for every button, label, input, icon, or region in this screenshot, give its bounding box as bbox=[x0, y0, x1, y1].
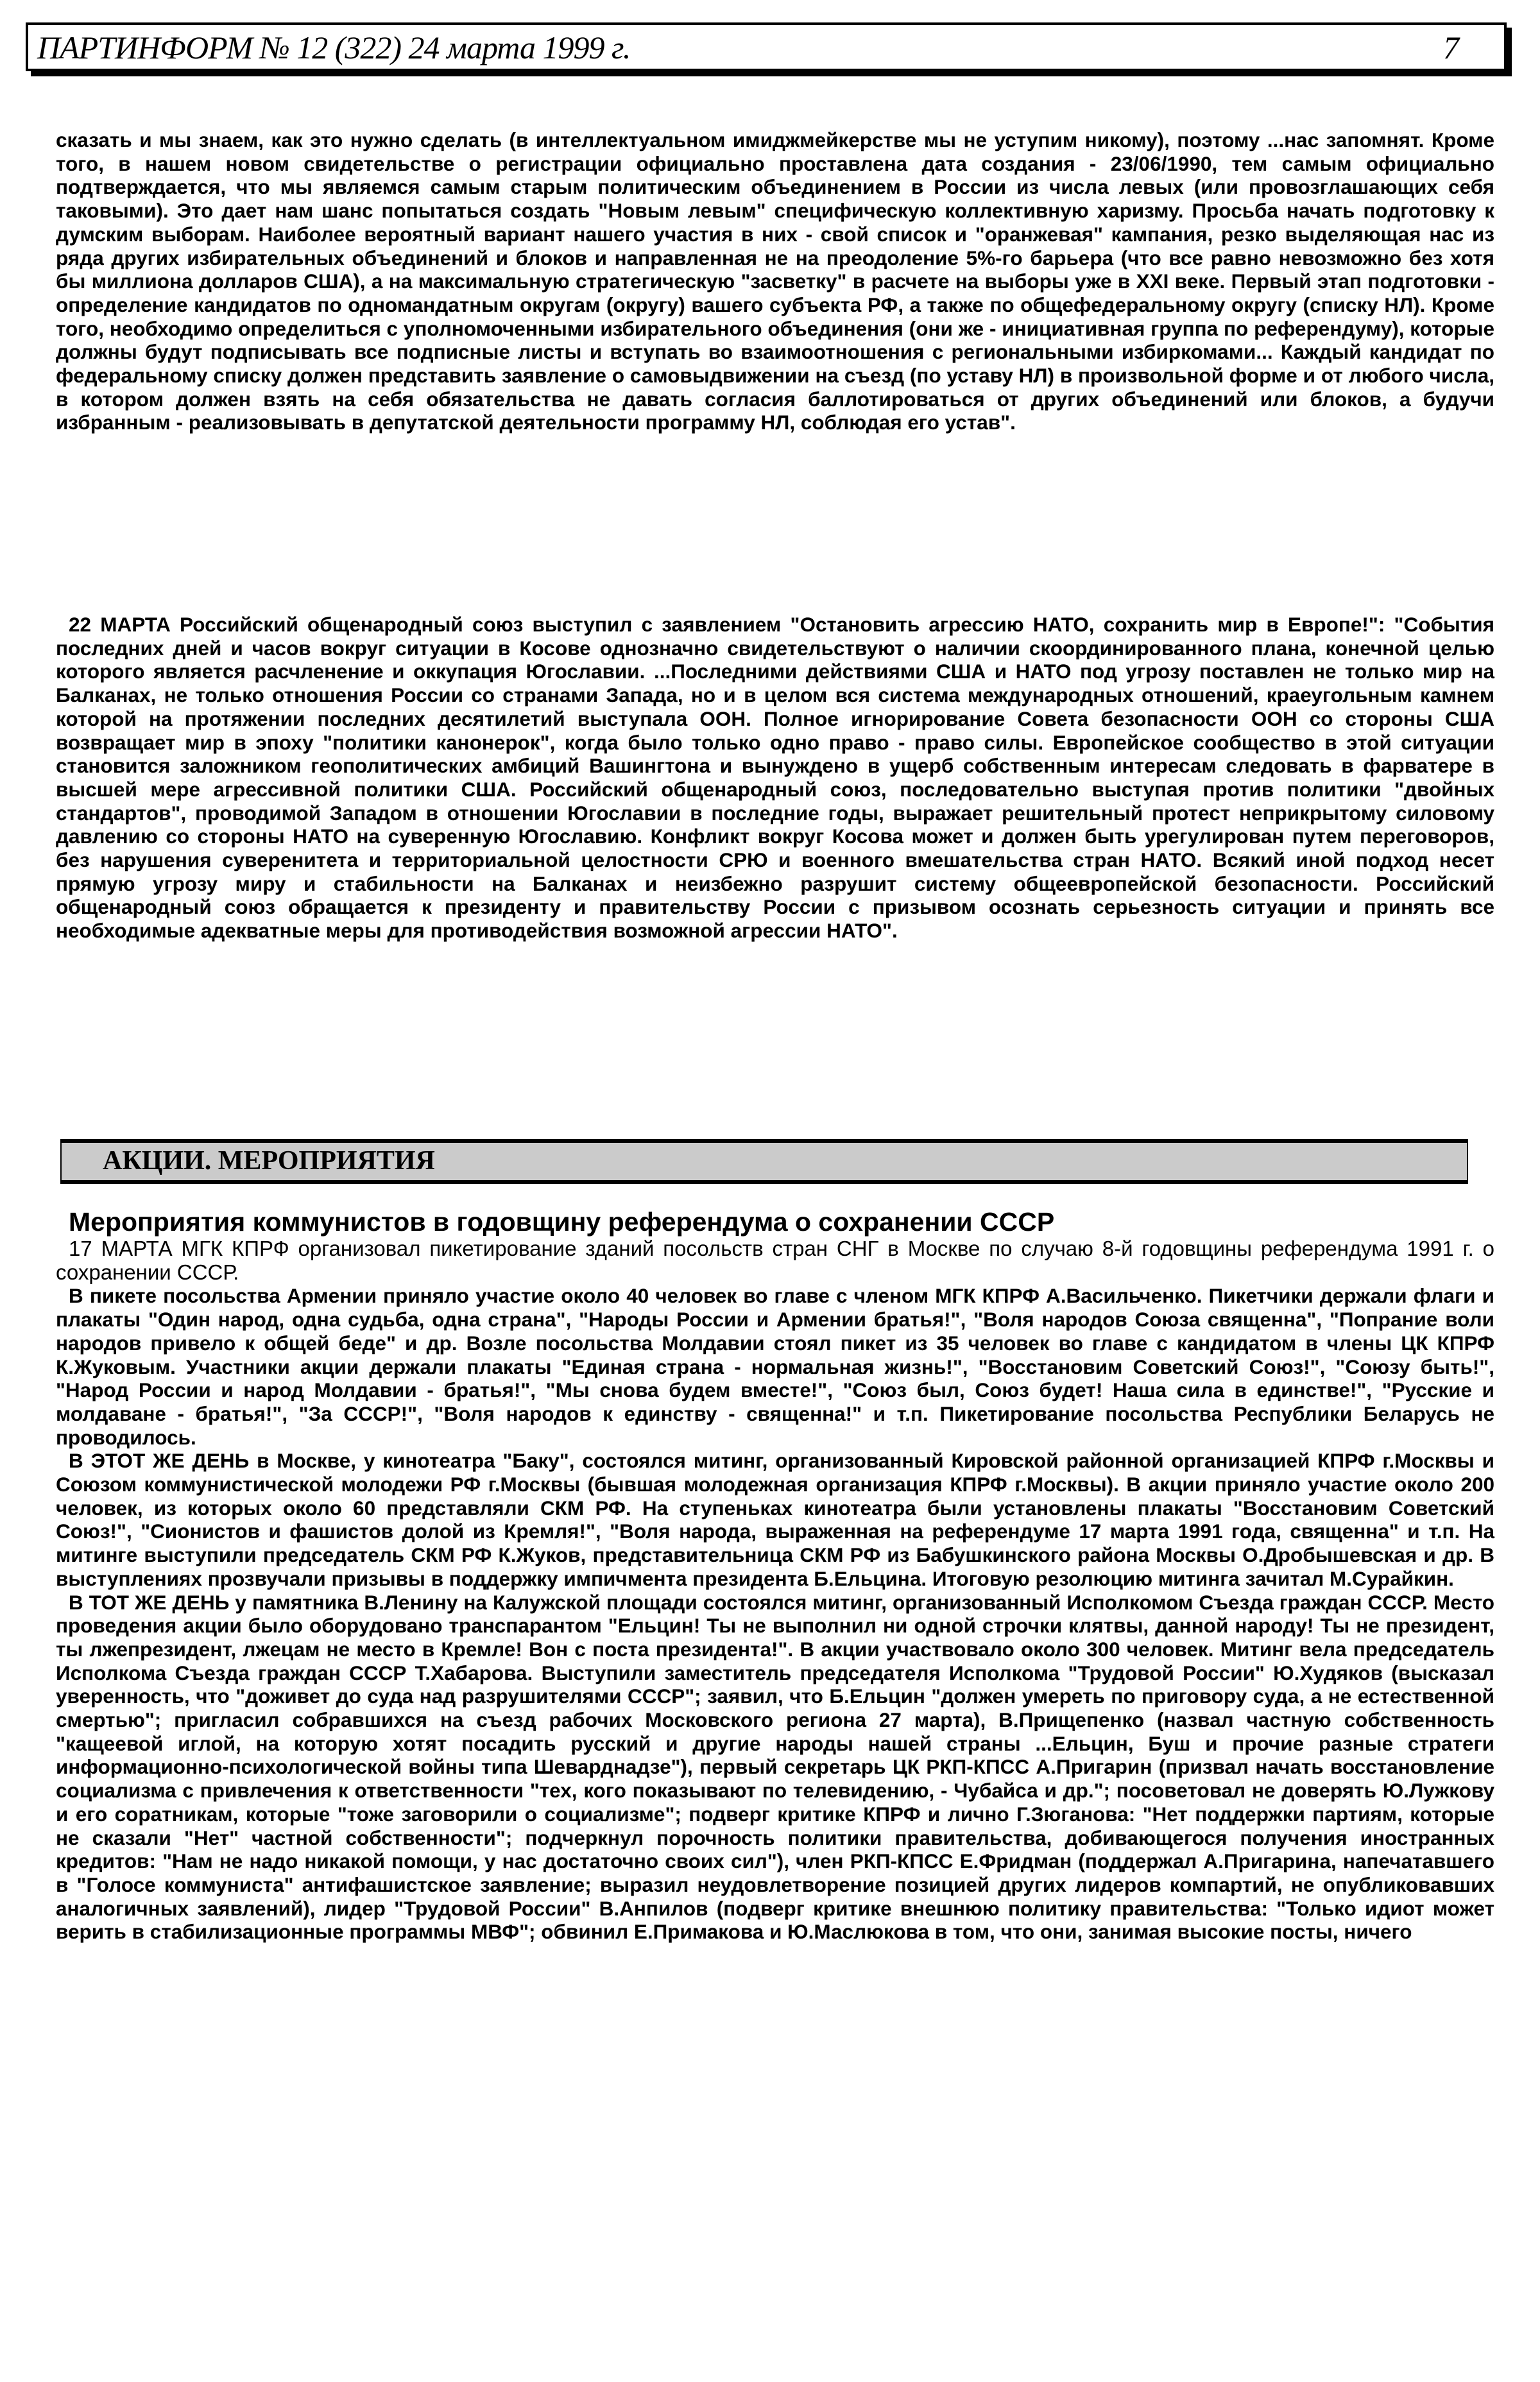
article-lead: 17 МАРТА МГК КПРФ организовал пикетирование зданий посольств стран СНГ в Москве по случаю 8-й годовщины референдума 1991 г. о сохранении СССР. bbox=[56, 1237, 1494, 1284]
article-paragraph: В ТОТ ЖЕ ДЕНЬ у памятника В.Ленину на Калужской площади состоялся митинг, организованный Исполкомом Съезда граждан СССР. Место проведения акции было оборудовано транспарантом "Ельцин! Ты не выполнил ни одной строчки клятвы, данной народу! Ты не президент, ты лжепрезидент, лжецам не место в Кремле! Вон с поста президента!". В акции участвовало около 300 человек. Митинг вела председатель Исполкома Съезда граждан СССР Т.Хабарова. Выступили заместитель председателя Исполкома "Трудовой России" Ю.Худяков (высказал уверенность, что "доживет до суда над разрушителями СССР"; заявил, что Б.Ельцин "должен умереть по приговору суда, а не естественной смертью"; пригласил собравшихся на съезд рабочих Московского региона 27 марта), В.Прищепенко (назвал частную собственность "кащеевой иглой, на которую хотят посадить русский и другие народы нашей страны ...Ельцин, Буш и прочие разные стратеги информационно-психологической войны типа Шеварднадзе"), первый секретарь ЦК РКП-КПСС А.Пригарин (призвал начать восстановление социализма с привлечения к ответственности "тех, кого показывают по телевидению, - Чубайса и др."; посоветовал не доверять Ю.Лужкову и его соратникам, которые "тоже заговорили о социализме"; подверг критике КПРФ и лично Г.Зюганова: "Нет поддержки партиям, которые не сказали "Нет" частной собственности"; подчеркнул порочность политики правительства, добивающегося получения иностранных кредитов: "Нам не надо никакой помощи, у нас достаточно своих сил"), член РКП-КПСС Е.Фридман (поддержал А.Пригарина, напечатавшего в "Голосе коммуниста" антифашистское заявление; выразил неудовлетворение позицией других лидеров компартий, не опубликовавших аналогичных заявлений), лидер "Трудовой России" В.Анпилов (подверг критике внешнюю политику правительства: "Только идиот может верить в стабилизационные программы МВФ"; обвинил Е.Примакова и Ю.Маслюкова в том, что они, занимая высокие посты, ничего bbox=[56, 1590, 1494, 1944]
article-paragraph: В пикете посольства Армении приняло участие около 40 человек во главе с членом МГК КПРФ А.Васильченко. Пикетчики держали флаги и плакаты "Один народ, одна судьба, одна страна", "Народы России и Армении братья!", "Воля народов Союза священна", "Попрание воли народов привело к общей беде" и др. Возле посольства Молдавии стоял пикет из 35 человек во главе с кандидатом в члены ЦК КПРФ К.Жуковым. Участники акции держали плакаты "Единая страна - нормальная жизнь!", "Восстановим Советский Союз!", "Союзу быть!", "Народ России и народ Молдавии - братья!", "Мы снова будем вместе!", "Союз был, Союз будет! Наша сила в единстве!", "Русские и молдаване - братья!", "За СССР!", "Воля народов к единству - священна!" и т.п. Пикетирование посольства Республики Беларусь не проводилось. bbox=[56, 1284, 1494, 1449]
body-paragraph: сказать и мы знаем, как это нужно сделать (в интеллектуальном имиджмейкерстве мы не уступим никому), поэтому ...нас запомнят. Кроме того, в нашем новом свидетельстве о регистрации официально проставлена дата создания - 23/06/1990, тем самым официально подтверждается, что мы являемся самым старым политическим объединением в России из числа левых (или провозглашающих себя таковыми). Это дает нам шанс попытаться создать "Новым левым" специфическую коллективную харизму. Просьба начать подготовку к думским выборам. Наиболее вероятный вариант нашего участия в них - свой список и "оранжевая" кампания, резко выделяющая нас из ряда других избирательных объединений и блоков и направленная не на преодоление 5%-го барьера (что все равно невозможно без хотя бы миллиона долларов США), а на максимальную стратегическую "засветку" в расчете на выборы уже в XXI веке. Первый этап подготовки - определение кандидатов по одномандатным округам (округу) вашего субъекта РФ, а также по общефедеральному округу (списку НЛ). Кроме того, необходимо определиться с уполномоченными избирательного объединения (они же - инициативная группа по референдуму), которые должны будут подписывать все подписные листы и вступать во взаимоотношения с региональными избиркомами... Каждый кандидат по федеральному списку должен представить заявление о самовыдвижении на съезд (по уставу НЛ) в произвольной форме и от любого числа, в котором должен взять на себя обязательства не давать согласия баллотироваться от других объединений или блоков, а будучи избранным - реализовывать в депутатской деятельности программу НЛ, соблюдая его устав". bbox=[56, 128, 1494, 434]
paragraph-continuation bbox=[56, 128, 1494, 434]
publication-title: ПАРТИНФОРМ № 12 (322) 24 марта 1999 г. bbox=[37, 30, 631, 65]
section-banner bbox=[60, 1139, 1468, 1184]
article-headline: Мероприятия коммунистов в годовщину референдума о сохранении СССР bbox=[69, 1207, 1055, 1237]
article bbox=[56, 1206, 1494, 1944]
article-paragraph: В ЭТОТ ЖЕ ДЕНЬ в Москве, у кинотеатра "Баку", состоялся митинг, организованный Кировской районной организацией КПРФ г.Москвы и Союзом коммунистической молодежи РФ г.Москвы (бывшая молодежная организация КПРФ г.Москвы). В акции приняло участие около 200 человек, из которых около 60 представляли СКМ РФ. На ступеньках кинотеатра были установлены плакаты "Восстановим Советский Союз!", "Сионистов и фашистов долой из Кремля!", "Воля народа, выраженная на референдуме 17 марта 1991 года, священна" и т.п. На митинге выступили председатель СКМ РФ К.Жуков, представительница СКМ РФ из Бабушкинского района Москвы О.Дробышевская и др. В выступлениях прозвучали призывы в поддержку импичмента президента Б.Ельцина. Итоговую резолюцию митинга зачитал М.Сурайкин. bbox=[56, 1449, 1494, 1590]
page-header bbox=[26, 22, 1507, 71]
body-paragraph: 22 МАРТА Российский общенародный союз выступил с заявлением "Остановить агрессию НАТО, сохранить мир в Европе!": "События последних дней и часов вокруг ситуации в Косове однозначно свидетельствуют о наличии скоординированного плана, конечной целью которого является расчленение и оккупация Югославии. ...Последними действиями США и НАТО под угрозу поставлен не только мир на Балканах, не только отношения России со странами Запада, но и в целом вся система международных отношений, краеугольным камнем которой на протяжении последних десятилетий выступала ООН. Полное игнорирование Совета безопасности ООН со стороны США возвращает мир в эпоху "политики канонерок", когда было только одно право - право силы. Европейское сообщество в этой ситуации становится заложником геополитических амбиций Вашингтона и вынуждено в ущерб собственным интересам следовать в фарватере в высшей мере агрессивной политики США. Российский общенародный союз, последовательно выступая против политики "двойных стандартов", проводимой Западом в отношении Югославии в последние годы, выражает решительный протест неприкрытому силовому давлению со стороны НАТО на суверенную Югославию. Конфликт вокруг Косова может и должен быть урегулирован путем переговоров, без нарушения суверенитета и территориальной целостности СРЮ и военного вмешательства стран НАТО. Всякий иной подход несет прямую угрозу миру и стабильности на Балканах и неизбежно разрушит систему общеевропейской безопасности. Российский общенародный союз обращается к президенту и правительству России с призывом осознать серьезность ситуации и принять все необходимые адекватные меры для противодействия возможной агрессии НАТО". bbox=[56, 613, 1494, 943]
section-title: АКЦИИ. МЕРОПРИЯТИЯ bbox=[103, 1146, 435, 1176]
page-number: 7 bbox=[1443, 30, 1459, 65]
paragraph-nato bbox=[56, 613, 1494, 943]
